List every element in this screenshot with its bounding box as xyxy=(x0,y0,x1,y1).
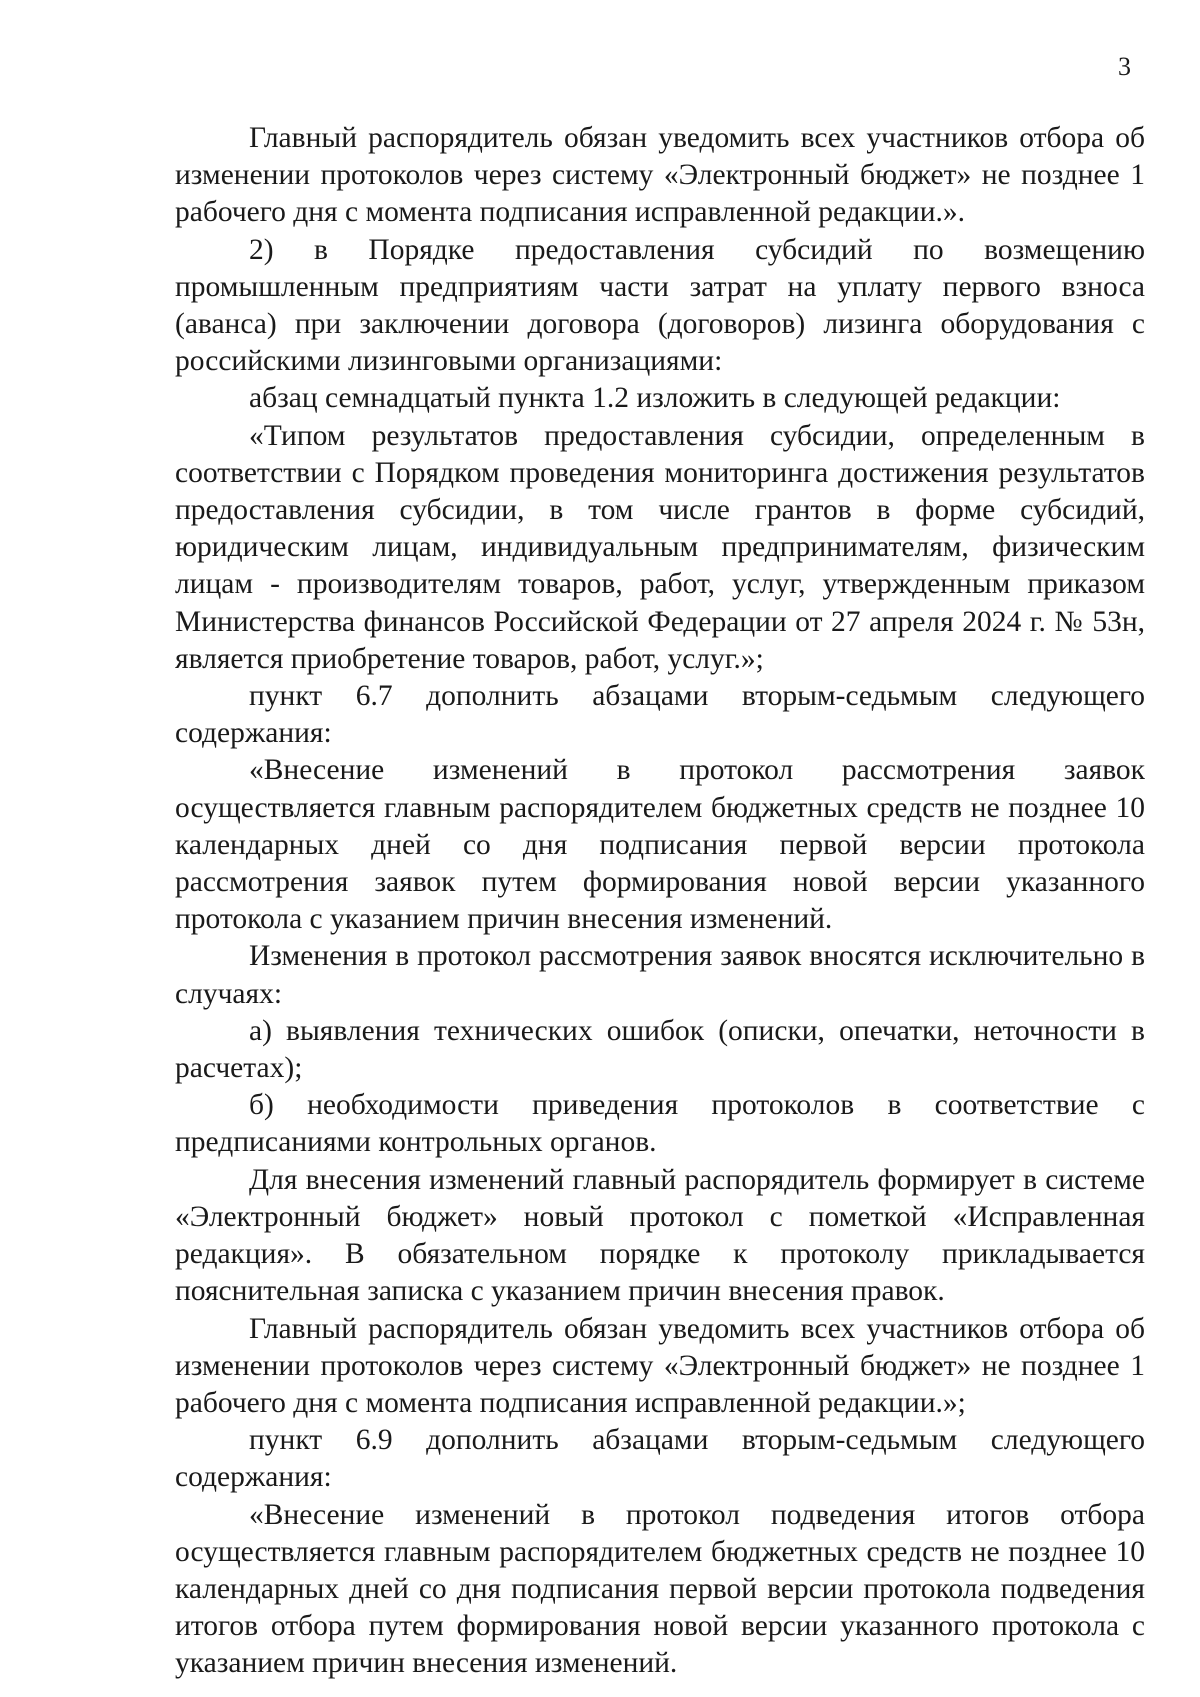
paragraph-case-a: а) выявления технических ошибок (описки, опечатки, неточности в расчетах); xyxy=(175,1014,1145,1085)
page-number: 3 xyxy=(1118,52,1131,81)
paragraph-notify-participants-1: Главный распорядитель обязан уведомить всех участников отбора об изменении протоколов через систему «Электронный бюджет» не позднее 1 рабочего дня с момента подписания исправленной редакции.». xyxy=(175,122,1145,229)
paragraph-case-b: б) необходимости приведения протоколов в соответствие с предписаниями контрольных органов. xyxy=(175,1089,1145,1159)
paragraph-corrected-edition: Для внесения изменений главный распорядитель формирует в системе «Электронный бюджет» новый протокол с пометкой «Исправленная редакция». В обязательном порядке к протоколу прикладывается пояснительная записка с указанием причин внесения правок. xyxy=(175,1163,1145,1308)
document-body xyxy=(175,120,1145,1683)
paragraph-notify-participants-2: Главный распорядитель обязан уведомить всех участников отбора об изменении протоколов через систему «Электронный бюджет» не позднее 1 рабочего дня с момента подписания исправленной редакции.»; xyxy=(175,1312,1145,1419)
paragraph-review-protocol-changes: «Внесение изменений в протокол рассмотрения заявок осуществляется главным распорядителем бюджетных средств не позднее 10 календарных дней со дня подписания первой версии протокола рассмотрения заявок путем формирования новой версии указанного протокола с указанием причин внесения изменений. xyxy=(175,754,1145,936)
paragraph-subsidy-procedure: 2) в Порядке предоставления субсидий по возмещению промышленным предприятиям части затрат на уплату первого взноса (аванса) при заключении договора (договоров) лизинга оборудования с российскими лизинговыми организациями: xyxy=(175,233,1145,378)
paragraph-clause-6-7: пункт 6.7 дополнить абзацами вторым-седьмым следующего содержания: xyxy=(175,680,1145,750)
paragraph-clause-6-9: пункт 6.9 дополнить абзацами вторым-седьмым следующего содержания: xyxy=(175,1424,1145,1494)
paragraph-clause-1-2: абзац семнадцатый пункта 1.2 изложить в следующей редакции: xyxy=(249,382,1061,415)
paragraph-results-protocol-changes: «Внесение изменений в протокол подведения итогов отбора осуществляется главным распорядителем бюджетных средств не позднее 10 календарных дней со дня подписания первой версии протокола подведения итогов отбора путем формирования новой версии указанного протокола с указанием причин внесения изменений. xyxy=(175,1498,1145,1680)
paragraph-change-cases: Изменения в протокол рассмотрения заявок вносятся исключительно в случаях: xyxy=(175,940,1145,1010)
paragraph-result-type: «Типом результатов предоставления субсидии, определенным в соответствии с Порядком проведения мониторинга достижения результатов предоставления субсидии, в том числе грантов в форме субсидий, юридическим лицам, индивидуальным предпринимателям, физическим лицам - производителям товаров, работ, услуг, утвержденным приказом Министерства финансов Российской Федерации от 27 апреля 2024 г. № 53н, является приобретение товаров, работ, услуг.»; xyxy=(175,419,1145,675)
